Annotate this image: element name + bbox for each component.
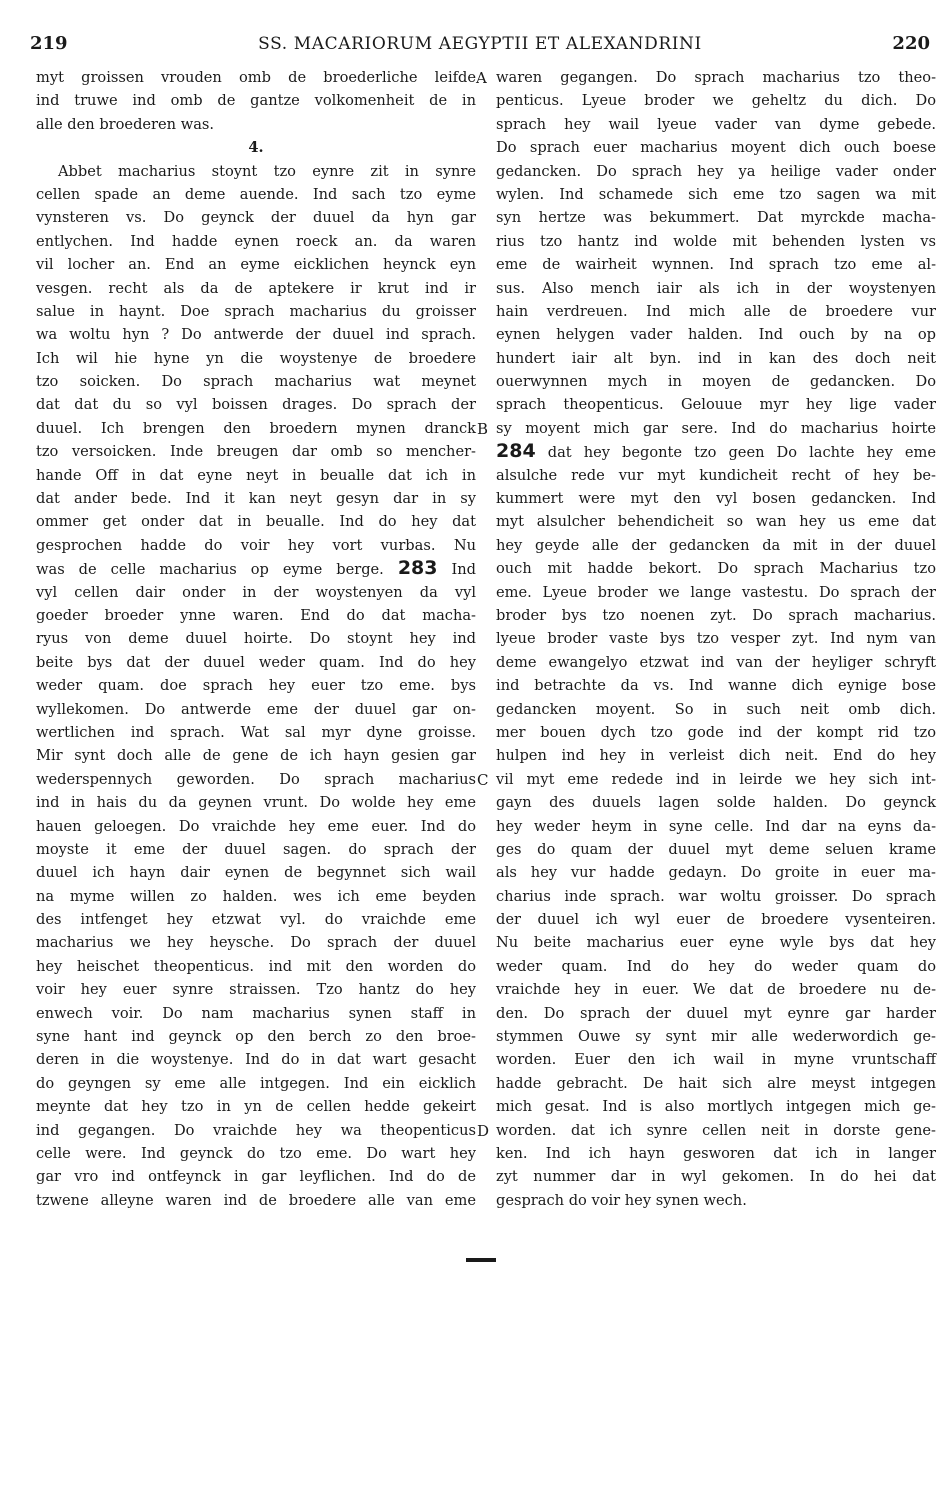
text-line: vil locher an. End an eyme eicklichen heynck eyn — [36, 256, 476, 274]
text-line: eynen helygen vader halden. Ind ouch by na op — [496, 326, 936, 344]
left-column — [36, 66, 476, 1212]
text-line: lyeue broder vaste bys tzo vesper zyt. Ind nym van — [496, 630, 936, 648]
text-line: vynsteren vs. Do geynck der duuel da hyn gar — [36, 209, 476, 227]
text-line: Mir synt doch alle de gene de ich hayn gesien gar — [36, 747, 476, 765]
text-line: wyllekomen. Do antwerde eme der duuel gar on- — [36, 700, 476, 718]
text-line: hey geyde alle der gedancken da mit in der duuel — [496, 536, 936, 554]
text-line: gedancken moyent. So in such neit omb dich. — [496, 700, 936, 718]
text-line: ouerwynnen mych in moyen de gedancken. Do — [496, 373, 936, 391]
text-line: moyste it eme der duuel sagen. do sprach der — [36, 840, 476, 858]
text-line: tzwene alleyne waren ind de broedere alle van eme — [36, 1191, 476, 1209]
text-line: zyt nummer dar in wyl gekomen. In do hei dat — [496, 1168, 936, 1186]
text-line: ind in hais du da geynen vrunt. Do wolde hey eme — [36, 794, 476, 812]
text-line: vil myt eme redede ind in leirde we hey sich int- — [496, 770, 936, 788]
text-line: ges do quam der duuel myt deme seluen krame — [496, 840, 936, 858]
text-line: duuel ich hayn dair eynen de begynnet sich wail — [36, 864, 476, 882]
text-line: ind gegangen. Do vraichde hey wa theopenticus — [36, 1121, 476, 1139]
text-line: eme. Lyeue broder we lange vastestu. Do sprach der — [496, 583, 936, 601]
text-line: wederspennych geworden. Do sprach macharius — [36, 770, 476, 788]
text-line: voir hey euer synre straissen. Tzo hantz do hey — [36, 981, 476, 999]
margin-letter-d: D — [477, 1122, 490, 1140]
running-title: SS. MACARIORUM AEGYPTII ET ALEXANDRINI — [258, 34, 702, 54]
right-page-number: 220 — [892, 33, 930, 54]
text-fragment: Ind — [451, 561, 476, 579]
text-line: eme de wairheit wynnen. Ind sprach tzo eme al- — [496, 256, 936, 274]
text-line: sprach theopenticus. Gelouue myr hey lige vader — [496, 396, 936, 414]
text-line: sprach hey wail lyeue vader van dyme gebede. — [496, 115, 936, 133]
text-line: macharius we hey heysche. Do sprach der duuel — [36, 934, 476, 952]
text-line: gar vro ind ontfeynck in gar leyflichen. Ind do de — [36, 1168, 476, 1186]
text-line-with-marker-284 — [496, 440, 936, 463]
text-line: hundert iair alt byn. ind in kan des doch neit — [496, 349, 936, 367]
text-line: hadde gebracht. De hait sich alre meyst intgegen — [496, 1074, 936, 1092]
text-line: tzo versoicken. Inde breugen dar omb so mencher- — [36, 443, 476, 461]
text-line: dat ander bede. Ind it kan neyt gesyn dar in sy — [36, 490, 476, 508]
text-fragment: was de celle macharius op eyme berge. — [36, 561, 384, 579]
text-line: worden. dat ich synre cellen neit in dorste gene- — [496, 1121, 936, 1139]
text-line: dat dat du so vyl boissen drages. Do sprach der — [36, 396, 476, 414]
text-line: worden. Euer den ich wail in myne vruntschaff — [496, 1051, 936, 1069]
text-line: rius tzo hantz ind wolde mit behenden lysten vs — [496, 232, 936, 250]
text-line: vraichde hey in euer. We dat de broedere nu de- — [496, 981, 936, 999]
text-line: penticus. Lyeue broder we geheltz du dich. Do — [496, 92, 936, 110]
right-column — [496, 66, 936, 1212]
page-marker: 284 — [496, 440, 536, 463]
text-line: ken. Ind ich hayn gesworen dat ich in langer — [496, 1144, 936, 1162]
text-line: wa woltu hyn ? Do antwerde der duuel ind sprach. — [36, 326, 476, 344]
text-line: do geyngen sy eme alle intgegen. Ind ein eicklich — [36, 1074, 476, 1092]
text-fragment: dat hey begonte tzo geen Do lachte hey eme — [547, 444, 937, 462]
text-line: deme ewangelyo etzwat ind van der heyliger schryft — [496, 653, 936, 671]
text-line: salue in haynt. Doe sprach macharius du groisser — [36, 302, 476, 320]
margin-letter-a: A — [476, 69, 487, 87]
text-line: gesprach do voir hey synen wech. — [496, 1191, 747, 1209]
section-number: 4. — [248, 139, 264, 157]
text-line: wertlichen ind sprach. Wat sal myr dyne groisse. — [36, 723, 476, 741]
text-line: ind betrachte da vs. Ind wanne dich eynige bose — [496, 677, 936, 695]
text-line: syne hant ind geynck op den berch zo den broe- — [36, 1028, 476, 1046]
text-line: cellen spade an deme auende. Ind sach tzo eyme — [36, 185, 476, 203]
page-header — [30, 33, 930, 57]
text-line: sus. Also mench iair als ich in der woystenyen — [496, 279, 936, 297]
text-line: Ich wil hie hyne yn die woystenye de broedere — [36, 349, 476, 367]
text-line: mer bouen dych tzo gode ind der kompt rid tzo — [496, 723, 936, 741]
text-line: alle den broederen was. — [36, 115, 215, 133]
text-line: waren gegangen. Do sprach macharius tzo theo- — [496, 69, 936, 86]
end-rule — [466, 1258, 496, 1262]
text-line: der duuel ich wyl euer de broedere vysenteiren. — [496, 911, 936, 929]
text-line: hey weder heym in syne celle. Ind dar na eyns da- — [496, 817, 936, 835]
text-line: Abbet macharius stoynt tzo eynre zit in synre — [58, 162, 476, 180]
text-line: tzo soicken. Do sprach macharius wat meynet — [36, 373, 476, 391]
left-page-number: 219 — [30, 33, 68, 54]
text-line: hain verdreuen. Ind mich alle de broedere vur — [496, 302, 936, 320]
text-line: syn hertze was bekummert. Dat myrckde macha- — [496, 209, 936, 227]
text-line: weder quam. doe sprach hey euer tzo eme. bys — [36, 677, 476, 695]
text-line: broder bys tzo noenen zyt. Do sprach macharius. — [496, 606, 936, 624]
text-line: weder quam. Ind do hey do weder quam do — [496, 957, 936, 975]
text-line: celle were. Ind geynck do tzo eme. Do wart hey — [36, 1144, 476, 1162]
text-line: enwech voir. Do nam macharius synen staff in — [36, 1004, 476, 1022]
text-line: hauen geloegen. Do vraichde hey eme euer. Ind do — [36, 817, 476, 835]
text-line: Do sprach euer macharius moyent dich ouch boese — [496, 139, 936, 157]
text-line: ommer get onder dat in beualle. Ind do hey dat — [36, 513, 476, 531]
text-line: gedancken. Do sprach hey ya heilige vader onder — [496, 162, 936, 180]
text-line: ryus von deme duuel hoirte. Do stoynt hey ind — [36, 630, 476, 648]
text-line: wylen. Ind schamede sich eme tzo sagen wa mit — [496, 185, 936, 203]
text-line: ind truwe ind omb de gantze volkomenheit de in — [36, 92, 476, 110]
text-line: myt alsulcher behendicheit so wan hey us eme dat — [496, 513, 936, 531]
text-line: sy moyent mich gar sere. Ind do macharius hoirte — [496, 419, 936, 437]
text-line: entlychen. Ind hadde eynen roeck an. da waren — [36, 232, 476, 250]
text-line: na myme willen zo halden. wes ich eme beyden — [36, 887, 476, 905]
text-line: ouch mit hadde bekort. Do sprach Macharius tzo — [496, 560, 936, 578]
page-marker: 283 — [397, 557, 438, 580]
text-line: duuel. Ich brengen den broedern mynen dranck — [36, 419, 476, 437]
text-line-with-marker-283 — [36, 557, 476, 580]
text-line: hey heischet theopenticus. ind mit den worden do — [36, 957, 476, 975]
text-line: des intfenget hey etzwat vyl. do vraichde eme — [36, 911, 476, 929]
margin-letter-b: B — [477, 420, 489, 438]
text-line: Nu beite macharius euer eyne wyle bys dat hey — [496, 934, 936, 952]
text-line: hulpen ind hey in verleist dich neit. End do hey — [496, 747, 936, 765]
margin-letter-c: C — [477, 771, 489, 789]
text-line: den. Do sprach der duuel myt eynre gar harder — [496, 1004, 936, 1022]
text-line: myt groissen vrouden omb de broederliche leifde — [36, 69, 476, 86]
text-line: als hey vur hadde gedayn. Do groite in euer ma- — [496, 864, 936, 882]
text-line: gayn des duuels lagen solde halden. Do geynck — [496, 794, 936, 812]
text-line: gesprochen hadde do voir hey vort vurbas. Nu — [36, 536, 476, 554]
text-line: mich gesat. Ind is also mortlych intgegen mich ge- — [496, 1098, 936, 1116]
text-line: alsulche rede vur myt kundicheit recht of hey be- — [496, 466, 936, 484]
text-line: charius inde sprach. war woltu groisser. Do sprach — [496, 887, 936, 905]
text-line: meynte dat hey tzo in yn de cellen hedde gekeirt — [36, 1098, 476, 1116]
text-line: beite bys dat der duuel weder quam. Ind do hey — [36, 653, 476, 671]
text-line: deren in die woystenye. Ind do in dat wart gesacht — [36, 1051, 476, 1069]
text-line: kummert were myt den vyl bosen gedancken. Ind — [496, 490, 936, 508]
text-line: vyl cellen dair onder in der woystenyen da vyl — [36, 583, 476, 601]
text-line: hande Off in dat eyne neyt in beualle dat ich in — [36, 466, 476, 484]
text-line: stymmen Ouwe sy synt mir alle wederwordich ge- — [496, 1028, 936, 1046]
text-line: goeder broeder ynne waren. End do dat macha- — [36, 606, 476, 624]
text-line: vesgen. recht als da de aptekere ir krut ind ir — [36, 279, 476, 297]
